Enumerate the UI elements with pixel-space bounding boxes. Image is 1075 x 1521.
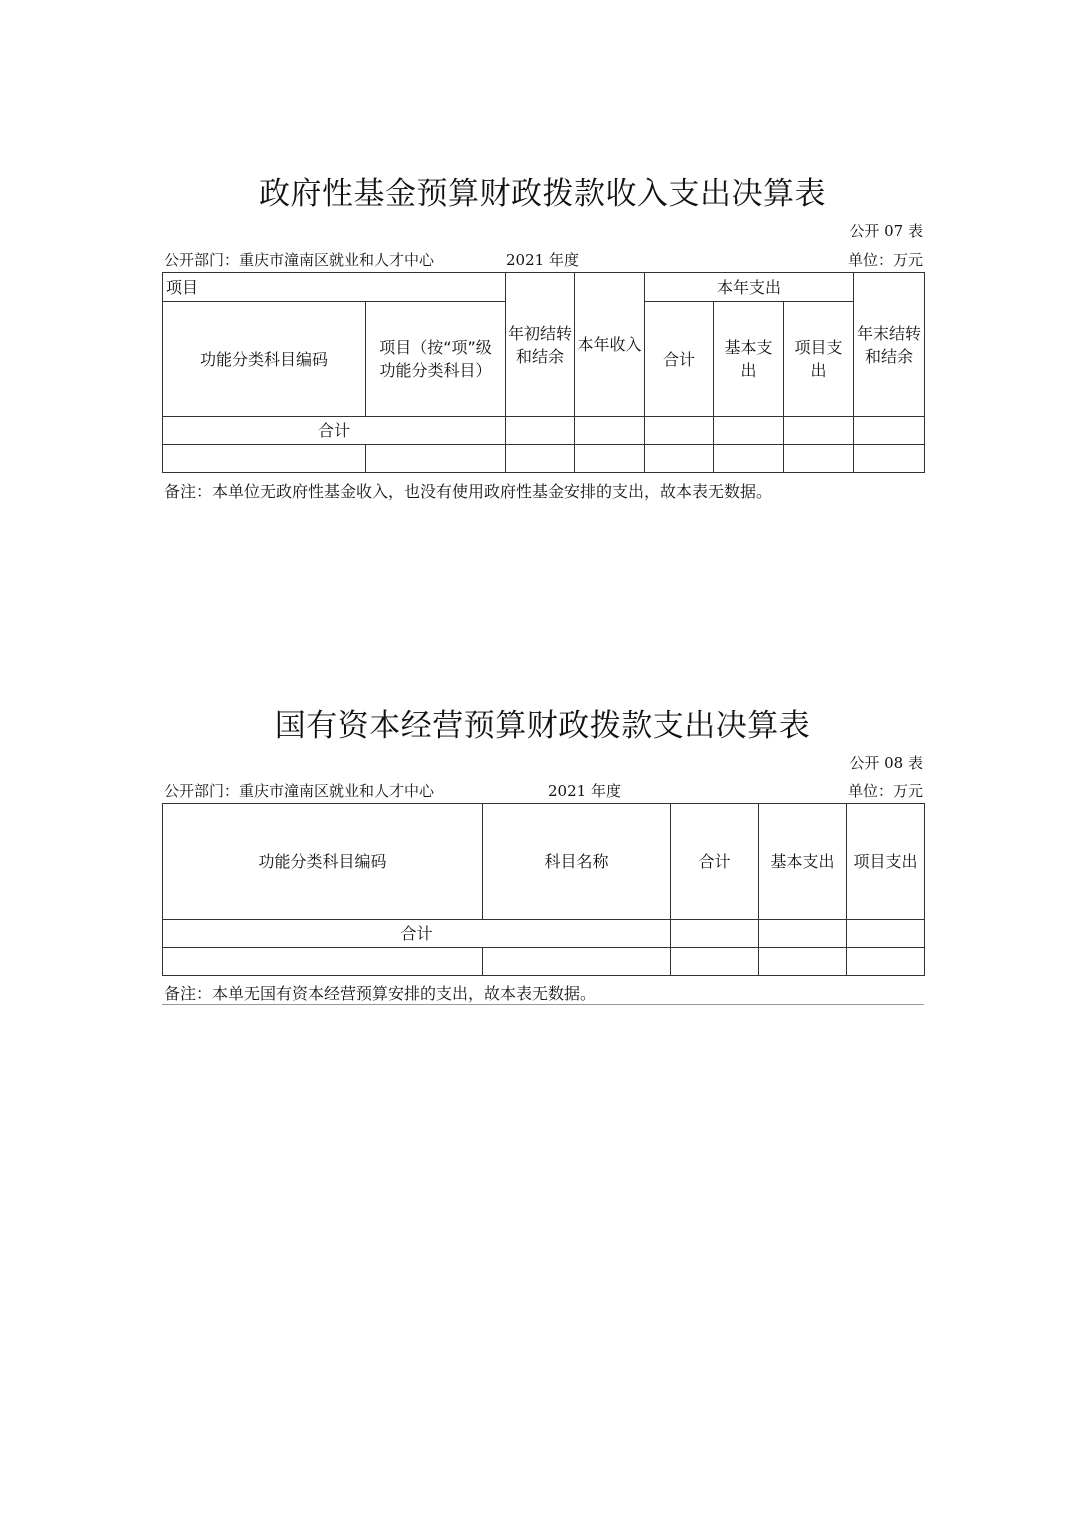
header-item: 项目 bbox=[163, 273, 506, 302]
table07-year: 2021 年度 bbox=[506, 251, 579, 269]
table07-department: 公开部门：重庆市潼南区就业和人才中心 bbox=[164, 251, 435, 269]
total-cell bbox=[506, 417, 575, 445]
header-subject-name: 科目名称 bbox=[483, 804, 671, 920]
empty-cell bbox=[163, 445, 366, 473]
empty-cell bbox=[575, 445, 645, 473]
empty-cell bbox=[366, 445, 506, 473]
header-item-name: 项目（按“项”级功能分类科目） bbox=[366, 302, 506, 417]
table07 bbox=[162, 272, 925, 473]
table08 bbox=[162, 803, 925, 976]
table08-note: 备注：本单无国有资本经营预算安排的支出，故本表无数据。 bbox=[164, 984, 597, 1003]
empty-cell bbox=[847, 948, 925, 976]
empty-cell bbox=[854, 445, 925, 473]
header-total: 合计 bbox=[671, 804, 759, 920]
header-total: 合计 bbox=[645, 302, 714, 417]
header-func-code: 功能分类科目编码 bbox=[163, 804, 483, 920]
table-row bbox=[163, 948, 925, 976]
empty-cell bbox=[506, 445, 575, 473]
total-row-label: 合计 bbox=[163, 920, 671, 948]
total-cell bbox=[847, 920, 925, 948]
total-cell bbox=[784, 417, 854, 445]
empty-cell bbox=[163, 948, 483, 976]
header-basic-expense: 基本支出 bbox=[714, 302, 784, 417]
header-current-income: 本年收入 bbox=[575, 273, 645, 417]
total-cell bbox=[854, 417, 925, 445]
total-cell bbox=[645, 417, 714, 445]
empty-cell bbox=[645, 445, 714, 473]
empty-cell bbox=[714, 445, 784, 473]
table08-department: 公开部门：重庆市潼南区就业和人才中心 bbox=[164, 782, 435, 800]
table08-title: 国有资本经营预算财政拨款支出决算表 bbox=[274, 708, 811, 744]
header-project-expense: 项目支出 bbox=[784, 302, 854, 417]
header-current-year-expense: 本年支出 bbox=[645, 273, 854, 302]
table07-unit: 单位：万元 bbox=[847, 251, 923, 269]
table08-year: 2021 年度 bbox=[548, 782, 621, 800]
header-basic-expense: 基本支出 bbox=[759, 804, 847, 920]
total-cell bbox=[575, 417, 645, 445]
total-cell bbox=[671, 920, 759, 948]
empty-cell bbox=[784, 445, 854, 473]
table07-title: 政府性基金预算财政拨款收入支出决算表 bbox=[259, 176, 826, 212]
header-func-code: 功能分类科目编码 bbox=[163, 302, 366, 417]
total-cell bbox=[714, 417, 784, 445]
empty-cell bbox=[671, 948, 759, 976]
total-cell bbox=[759, 920, 847, 948]
header-project-expense: 项目支出 bbox=[847, 804, 925, 920]
header-begin-balance: 年初结转和结余 bbox=[506, 273, 575, 417]
table08-code: 公开 08 表 bbox=[849, 754, 923, 772]
table07-code: 公开 07 表 bbox=[849, 222, 923, 240]
table-row bbox=[163, 445, 925, 473]
table07-note: 备注：本单位无政府性基金收入，也没有使用政府性基金安排的支出，故本表无数据。 bbox=[164, 482, 773, 501]
header-end-balance: 年末结转和结余 bbox=[854, 273, 925, 417]
table08-unit: 单位：万元 bbox=[847, 782, 923, 800]
empty-cell bbox=[483, 948, 671, 976]
empty-cell bbox=[759, 948, 847, 976]
note-divider bbox=[162, 1004, 924, 1005]
total-row-label: 合计 bbox=[163, 417, 506, 445]
